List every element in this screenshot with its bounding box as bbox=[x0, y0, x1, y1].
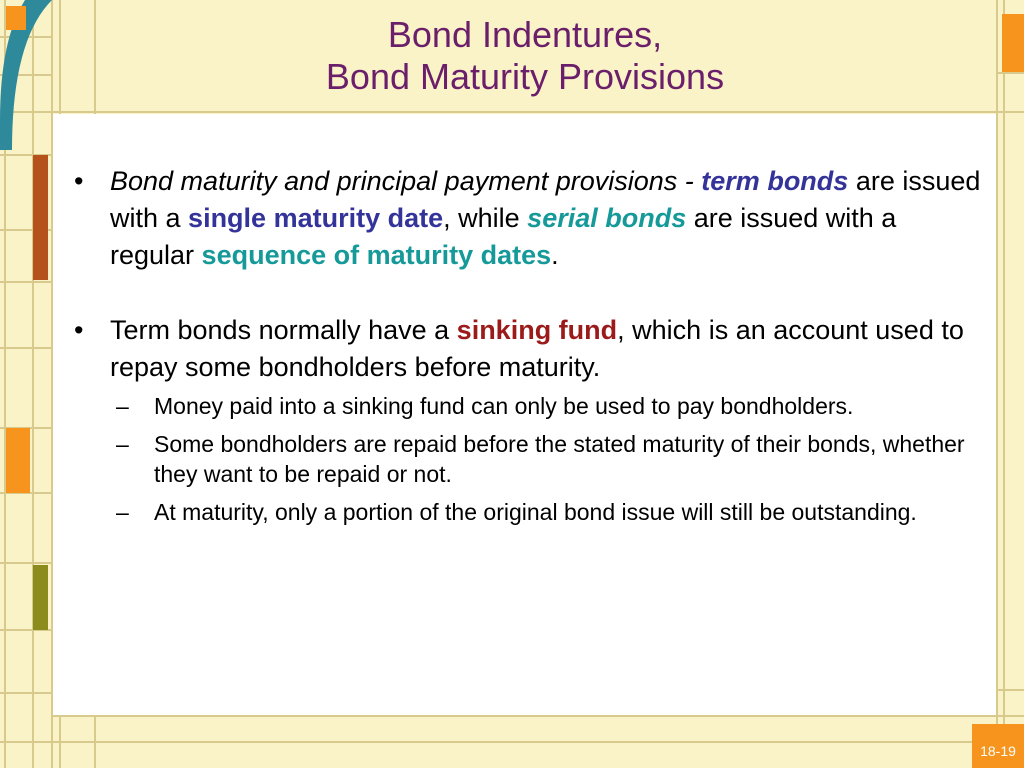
sub-bullet-text: At maturity, only a portion of the original bond issue will still be outstanding. bbox=[154, 499, 917, 525]
bullet-1-text-c: are issued with a regular bbox=[110, 203, 897, 270]
frame-right-band bbox=[997, 0, 1024, 768]
keyword-sequence-of-maturity-dates: sequence of maturity dates bbox=[201, 240, 552, 270]
sub-bullet-text: Money paid into a sinking fund can only be used to pay bondholders. bbox=[154, 393, 854, 419]
orange-accent-mid-left bbox=[6, 428, 30, 493]
olive-accent-left bbox=[33, 565, 48, 630]
bullet-maturity-provisions bbox=[70, 163, 985, 274]
keyword-serial-bonds: serial bonds bbox=[527, 203, 687, 233]
sub-bullet-marker: – bbox=[116, 499, 129, 525]
slide-title-line-2: Bond Maturity Provisions bbox=[325, 56, 725, 97]
bullet-1-text-d: . bbox=[551, 240, 559, 270]
orange-accent-top-right bbox=[1002, 14, 1024, 72]
bullet-marker: • bbox=[74, 166, 84, 196]
sub-bullet-marker: – bbox=[116, 393, 129, 419]
bullet-marker: • bbox=[74, 315, 84, 345]
bullet-sinking-fund bbox=[70, 312, 985, 386]
keyword-single-maturity-date: single maturity date bbox=[188, 203, 444, 233]
sub-bullet-text: Some bondholders are repaid before the stated maturity of their bonds, whether they want to be repaid or not. bbox=[154, 431, 965, 487]
slide-title-line-1: Bond Indentures, bbox=[387, 14, 663, 55]
bullet-1-text-b: , while bbox=[443, 203, 528, 233]
sub-bullet-early-repayment bbox=[110, 429, 985, 489]
bullet-2-text-b: , which is an account used to repay some bondholders before maturity. bbox=[110, 315, 964, 382]
sub-bullet-sinking-fund-use bbox=[110, 391, 985, 421]
rust-accent-left bbox=[33, 155, 48, 280]
bullet-1-intro: Bond maturity and principal payment provisions - bbox=[110, 166, 702, 196]
keyword-term-bonds: term bonds bbox=[701, 166, 849, 196]
sub-bullet-outstanding-portion bbox=[110, 497, 985, 527]
sub-bullet-marker: – bbox=[116, 431, 129, 457]
slide-content bbox=[70, 163, 985, 527]
slide-title bbox=[60, 14, 990, 98]
orange-accent-top-left bbox=[6, 6, 26, 30]
page-number: 18-19 bbox=[980, 743, 1016, 759]
bullet-1-text-a: are issued with a bbox=[110, 166, 981, 233]
keyword-sinking-fund: sinking fund bbox=[456, 315, 618, 345]
bullet-2-text-a: Term bonds normally have a bbox=[110, 315, 457, 345]
